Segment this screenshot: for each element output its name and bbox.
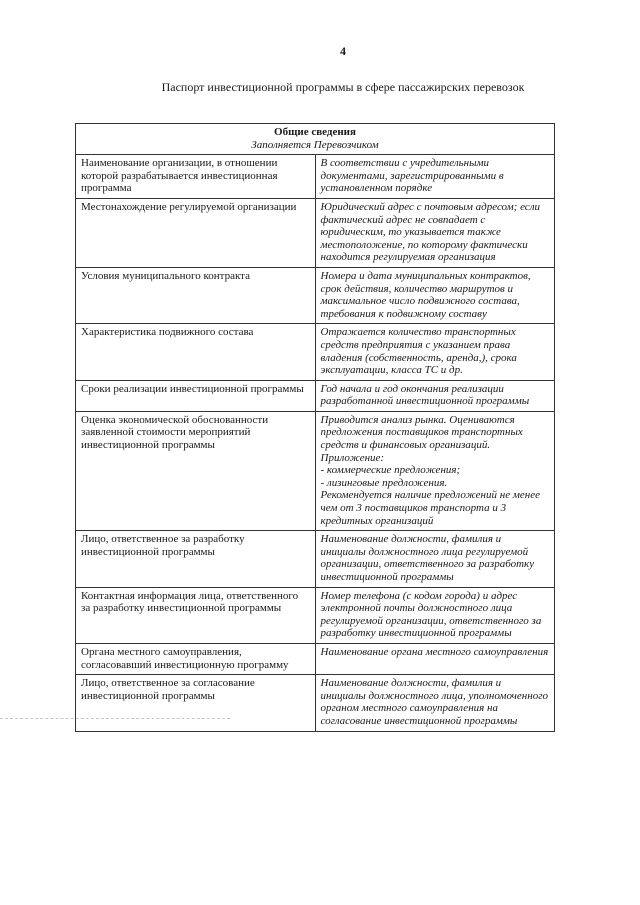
table-header-row (76, 124, 555, 155)
row-name-cell: Органа местного самоуправления, согласовавший инвестиционную программу (76, 643, 316, 674)
description-line: Приложение: (320, 451, 385, 464)
row-name-cell: Оценка экономической обоснованности заявленной стоимости мероприятий инвестиционной программы (76, 411, 316, 530)
table-row (76, 675, 555, 731)
document-title: Паспорт инвестиционной программы в сфере пассажирских перевозок (161, 80, 525, 94)
table-row (76, 267, 555, 323)
description-line: Рекомендуется наличие предложений не менее чем от 3 поставщиков транспорта и 3 кредитных организаций (320, 489, 540, 527)
row-description-cell: Год начала и год окончания реализации разработанной инвестиционной программы (315, 380, 555, 411)
row-name-cell: Наименование организации, в отношении которой разрабатывается инвестиционная программа (76, 155, 316, 199)
row-description-cell: Юридический адрес с почтовым адресом; если фактический адрес не совпадает с юридическим, то указывается также местоположение, по которому фактически находится регулируемая организация (315, 198, 555, 267)
table-row (76, 380, 555, 411)
investment-program-passport-table (75, 123, 555, 732)
scan-artifact-line (0, 718, 230, 719)
table-row (76, 324, 555, 380)
table-header-cell (76, 124, 555, 155)
page-number: 4 (340, 44, 346, 58)
row-name-cell: Местонахождение регулируемой организации (76, 198, 316, 267)
description-line: - коммерческие предложения; (320, 464, 461, 477)
section-title: Общие сведения (274, 126, 356, 138)
row-description-cell: В соответствии с учредительными документами, зарегистрированными в установленном порядке (315, 155, 555, 199)
table-row (76, 531, 555, 587)
row-name-cell: Лицо, ответственное за разработку инвестиционной программы (76, 531, 316, 587)
row-description-cell: Наименование должности, фамилия и инициалы должностного лица, уполномоченного органом местного самоуправления на согласование инвестиционной программы (315, 675, 555, 731)
row-name-cell: Сроки реализации инвестиционной программы (76, 380, 316, 411)
row-name-cell: Контактная информация лица, ответственного за разработку инвестиционной программы (76, 587, 316, 643)
row-name-cell: Условия муниципального контракта (76, 267, 316, 323)
row-description-cell: Наименование органа местного самоуправления (315, 643, 555, 674)
row-description-cell: Номер телефона (с кодом города) и адрес электронной почты должностного лица регулируемой организации, ответственного за разработку инвестиционной программы (315, 587, 555, 643)
row-name-cell: Характеристика подвижного состава (76, 324, 316, 380)
table-row (76, 411, 555, 530)
row-description-cell: Наименование должности, фамилия и инициалы должностного лица регулируемой организации, ответственного за разработку инвестиционной программы (315, 531, 555, 587)
table-row (76, 587, 555, 643)
row-description-cell (315, 411, 555, 530)
section-subtitle: Заполняется Перевозчиком (251, 138, 379, 151)
description-line: - лизинговые предложения. (320, 476, 448, 489)
description-line: Приводится анализ рынка. Оцениваются предложения поставщиков транспортных средств и финансовых организаций. (320, 413, 523, 452)
row-name-cell: Лицо, ответственное за согласование инвестиционной программы (76, 675, 316, 731)
table-row (76, 643, 555, 674)
table-row (76, 198, 555, 267)
row-description-cell: Отражается количество транспортных средств предприятия с указанием права владения (собственность, аренда,), срока эксплуатации, класса ТС и др. (315, 324, 555, 380)
row-description-cell: Номера и дата муниципальных контрактов, срок действия, количество маршрутов и максимальное число подвижного состава, требования к подвижному составу (315, 267, 555, 323)
table-row (76, 155, 555, 199)
